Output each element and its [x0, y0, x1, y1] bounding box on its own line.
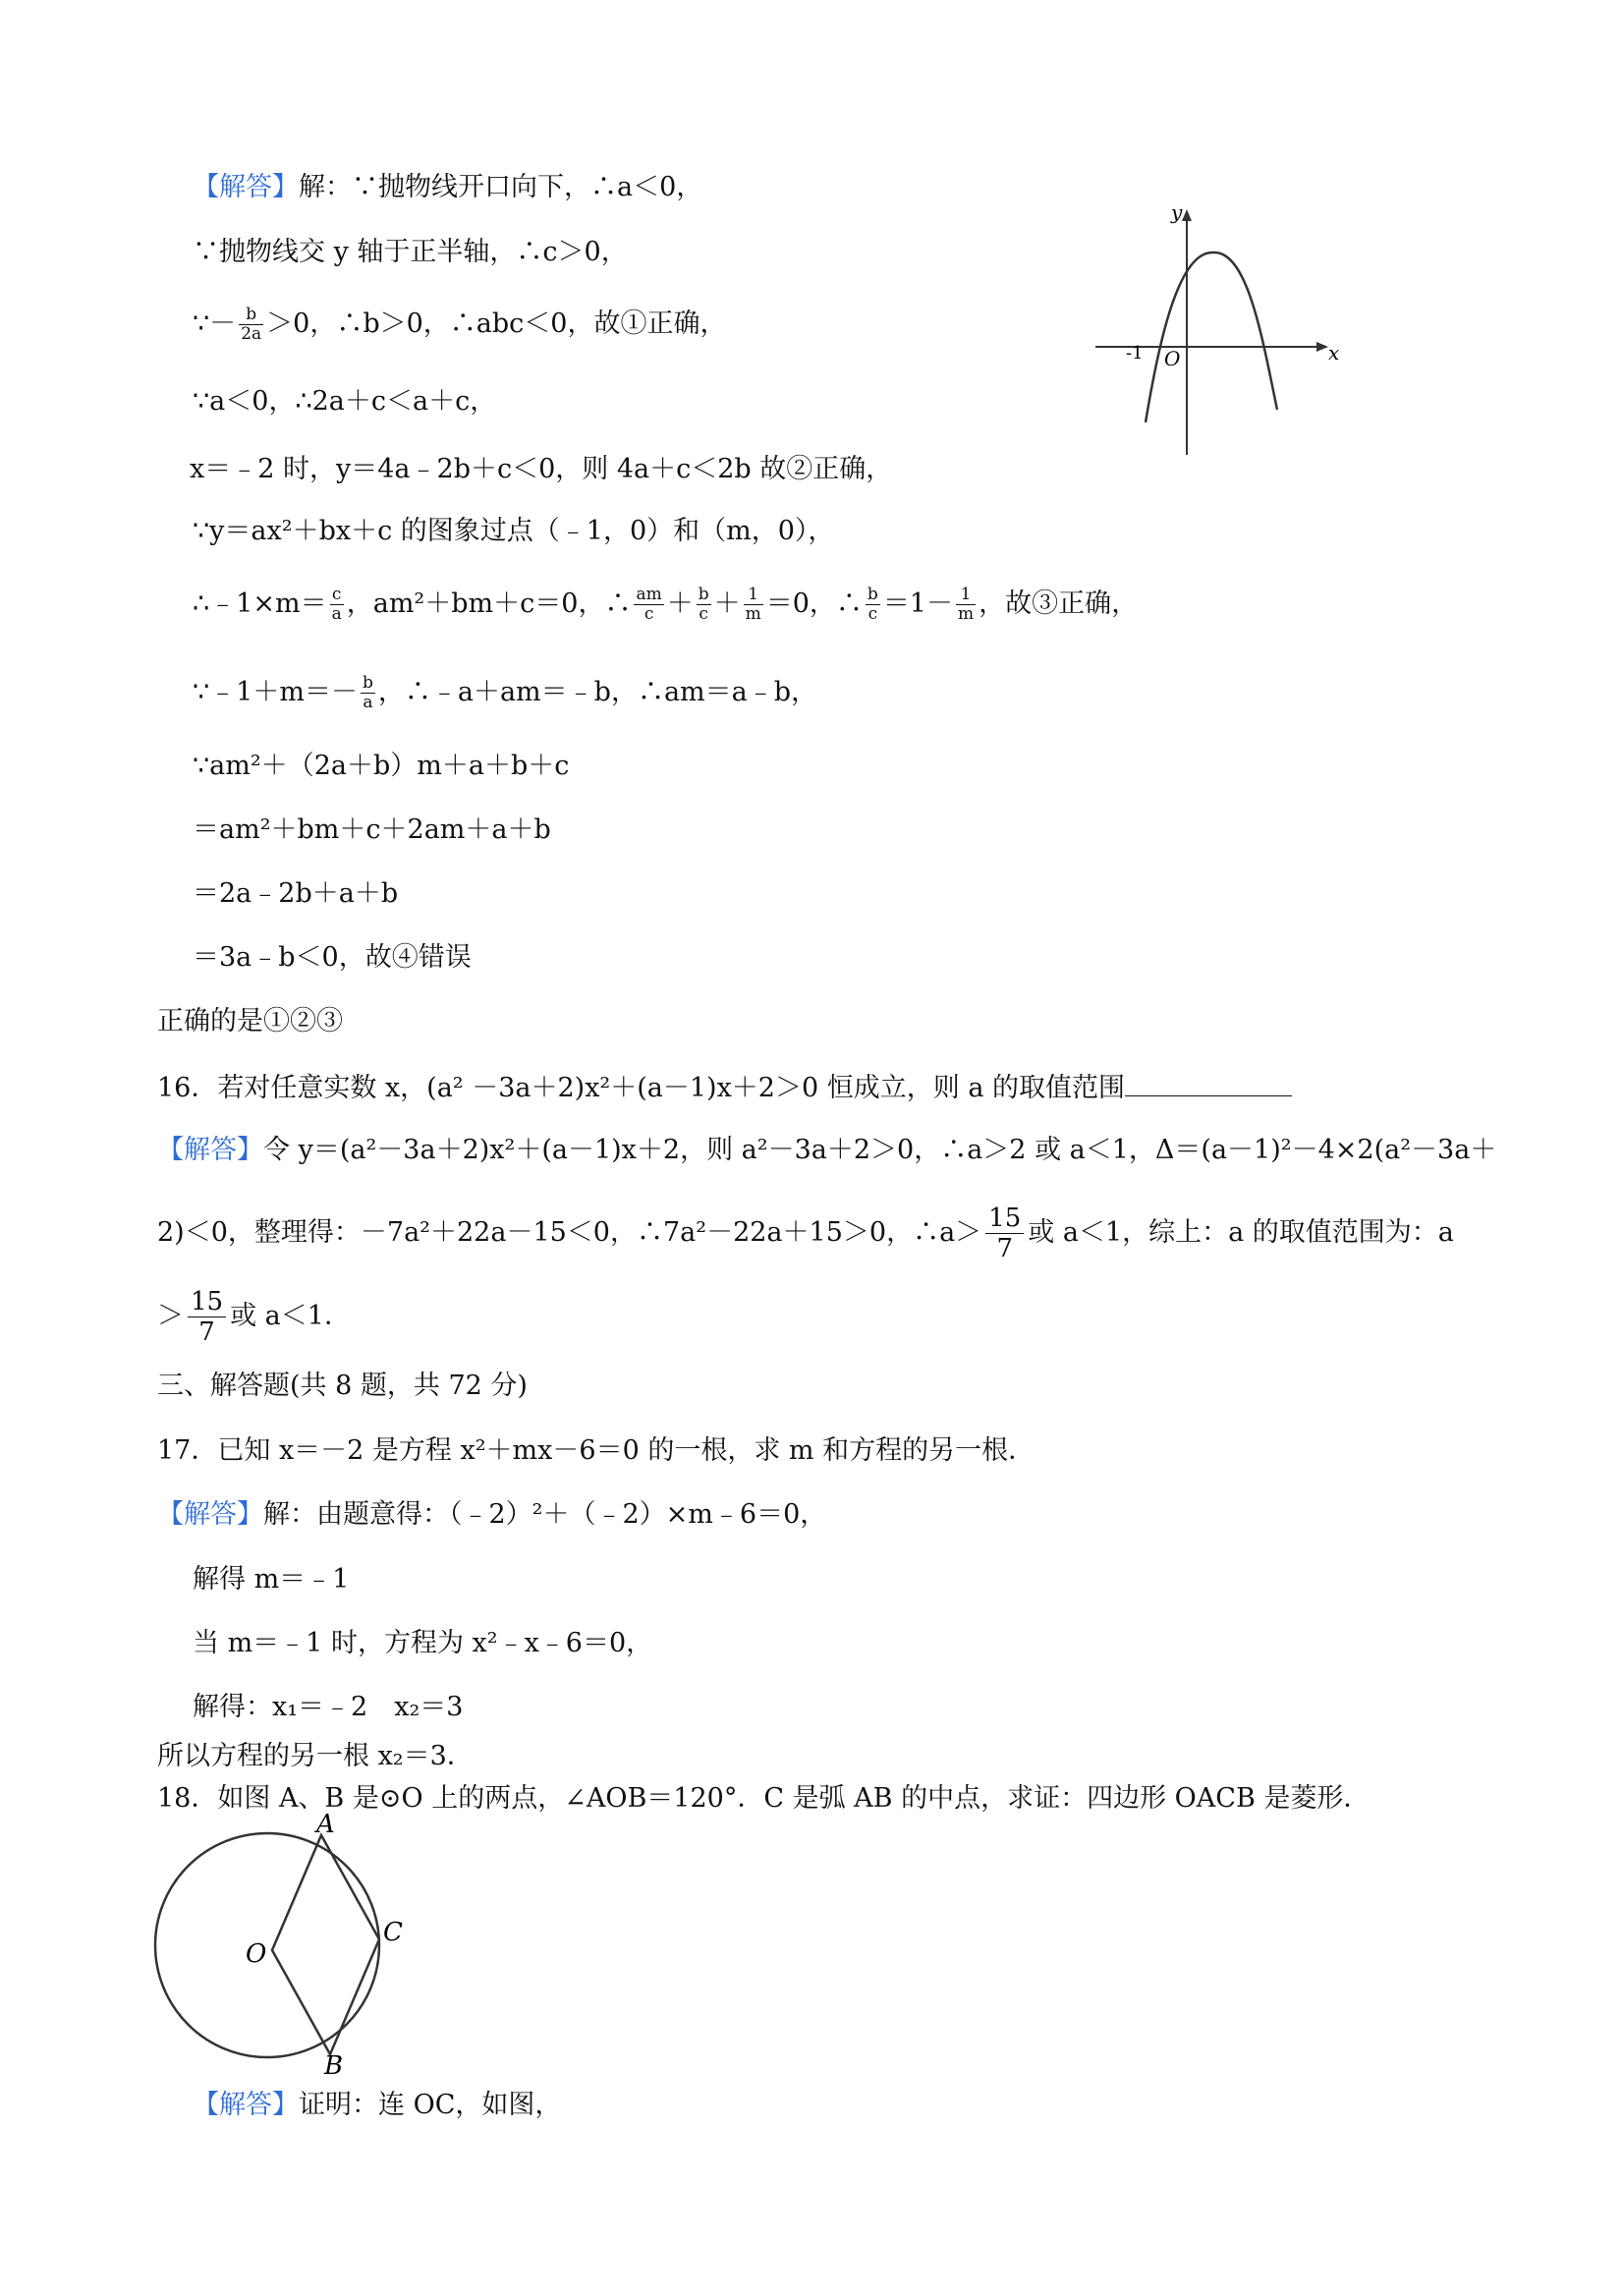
q15-line-6: ∵y＝ax²＋bx＋c 的图象过点（﹣1，0）和（m，0），	[193, 516, 835, 546]
quadrilateral-oacb	[272, 1835, 379, 2054]
label-o: O	[246, 1939, 267, 1969]
fraction-b-over-c-2	[866, 586, 880, 624]
fraction-denominator: a	[331, 604, 342, 624]
fraction-15-over-7	[985, 1204, 1024, 1263]
fraction-b-over-2a	[239, 306, 263, 344]
fraction-numerator: 1	[744, 586, 763, 605]
q15-line-11: ＝2a﹣2b＋a＋b	[193, 878, 399, 909]
label-c: C	[383, 1918, 403, 1947]
fraction-numerator: b	[698, 585, 709, 604]
fraction-1-over-m-2	[956, 586, 976, 624]
q17-answer-line-1-text: 解：由题意得：（﹣2）²＋（﹣2）×m﹣6＝0，	[263, 1499, 827, 1530]
fraction-denominator: m	[958, 604, 975, 624]
q18-answer	[193, 2088, 561, 2123]
q17-question: 17．已知 x＝－2 是方程 x²＋mx－6＝0 的一根，求 m 和方程的另一根．	[157, 1435, 1035, 1466]
y-axis-label: y	[1171, 200, 1183, 224]
q15-line-8-p2: ，∴﹣a＋am＝﹣b，∴am＝a﹣b，	[377, 677, 818, 707]
fraction-numerator: b	[239, 306, 263, 325]
q16-question-text: 16．若对任意实数 x，(a² －3a＋2)x²＋(a－1)x＋2＞0 恒成立，则 a 的取值范围	[157, 1073, 1126, 1103]
fraction-numerator: 15	[188, 1287, 226, 1317]
x-axis-label: x	[1328, 341, 1340, 364]
fraction-numerator: 15	[985, 1204, 1024, 1234]
q17-answer-line-4: 解得：x₁＝﹣2 x₂＝3	[193, 1692, 464, 1722]
q16-question	[157, 1071, 1292, 1106]
q15-line-7-p1: ∴﹣1×m＝	[193, 588, 327, 619]
answer-tag: 【解答】	[157, 1499, 263, 1530]
tick-label-minus-1: -1	[1126, 343, 1144, 364]
q16-answer-line-2-post: 或 a＜1，综上：a 的取值范围为：a	[1028, 1217, 1454, 1248]
q15-line-10: ＝am²＋bm＋c＋2am＋a＋b	[193, 814, 551, 845]
q15-line-9: ∵am²＋（2a＋b）m＋a＋b＋c	[193, 751, 570, 781]
q15-line-8-p1: ∵﹣1＋m＝－	[193, 677, 358, 707]
q15-conclusion: 正确的是①②③	[157, 1006, 343, 1036]
section-3-heading: 三、解答题(共 8 题，共 72 分)	[157, 1371, 528, 1401]
fraction-numerator: am	[636, 585, 662, 604]
fraction-numerator: b	[362, 673, 373, 693]
fraction-am-over-c	[634, 586, 663, 624]
fraction-denominator: c	[699, 604, 708, 624]
q17-answer-line-3: 当 m＝﹣1 时，方程为 x²﹣x﹣6＝0，	[193, 1628, 653, 1658]
q15-line-7	[193, 586, 1138, 624]
q18-answer-text: 证明：连 OC，如图，	[299, 2090, 562, 2120]
fraction-c-over-a	[330, 586, 344, 624]
fraction-denominator: 2a	[241, 324, 262, 344]
q15-line-7-p4: ＋	[713, 588, 741, 619]
fraction-denominator: 7	[198, 1317, 215, 1347]
q18-question: 18．如图 A、B 是⊙O 上的两点，∠AOB＝120°．C 是弧 AB 的中点，求证：四边形 OACB 是菱形．	[157, 1783, 1371, 1814]
q17-answer-line-2: 解得 m＝﹣1	[193, 1564, 350, 1595]
q17-answer-line-5: 所以方程的另一根 x₂＝3．	[157, 1741, 474, 1771]
fraction-numerator: b	[867, 585, 878, 604]
fraction-1-over-m	[744, 586, 763, 624]
fraction-denominator: c	[644, 604, 654, 624]
x-axis-arrow	[1316, 342, 1328, 352]
q15-line-7-p5: ＝0，∴	[765, 588, 863, 619]
fraction-denominator: m	[745, 604, 761, 624]
answer-blank	[1125, 1074, 1292, 1096]
q15-line-8	[193, 674, 817, 712]
fraction-denominator: a	[363, 693, 373, 712]
origin-label: O	[1164, 347, 1181, 370]
q15-line-3	[193, 306, 726, 344]
q15-line-5: x＝﹣2 时，y＝4a﹣2b＋c＜0，则 4a＋c＜2b 故②正确，	[190, 454, 893, 484]
q15-line-3-pre: ∵－	[193, 308, 237, 339]
q15-line-7-p7: ，故③正确，	[979, 588, 1139, 619]
circle-figure	[147, 1813, 422, 2083]
circle-o	[155, 1833, 379, 2057]
label-b: B	[324, 2051, 344, 2081]
q16-answer-line-2	[157, 1204, 1454, 1263]
q15-line-2: ∵抛物线交 y 轴于正半轴，∴c＞0，	[193, 237, 628, 267]
parabola-curve	[1146, 252, 1277, 422]
q15-line-4: ∵a＜0，∴2a＋c＜a＋c，	[193, 386, 497, 417]
parabola-graph	[1081, 192, 1346, 462]
q15-line-7-p6: ＝1－	[882, 588, 953, 619]
answer-tag: 【解答】	[193, 172, 299, 202]
q16-answer-line-3	[157, 1287, 351, 1347]
fraction-15-over-7-b	[188, 1287, 226, 1347]
fraction-b-over-a	[361, 674, 375, 712]
q15-line-1-text: 解：∵抛物线开口向下，∴a＜0，	[299, 172, 703, 202]
q16-answer-line-1	[157, 1133, 1496, 1168]
q15-line-12: ＝3a﹣b＜0，故④错误	[193, 942, 472, 973]
fraction-denominator: 7	[996, 1234, 1013, 1263]
q16-answer-line-3-pre: ＞	[157, 1301, 184, 1331]
fraction-denominator: c	[867, 604, 878, 624]
fraction-numerator: 1	[956, 586, 976, 605]
fraction-b-over-c	[697, 586, 711, 624]
q16-answer-line-1-text: 令 y＝(a²－3a＋2)x²＋(a－1)x＋2，则 a²－3a＋2＞0，∴a＞2 或 a＜1，Δ＝(a－1)²－4×2(a²－3a＋	[263, 1135, 1497, 1165]
q15-line-3-post: ＞0，∴b＞0，∴abc＜0，故①正确，	[266, 308, 727, 339]
label-a: A	[316, 1813, 335, 1839]
q16-answer-line-2-pre: 2)＜0，整理得：－7a²＋22a－15＜0，∴7a²－22a＋15＞0，∴a＞	[157, 1217, 982, 1248]
q15-line-7-p3: ＋	[666, 588, 694, 619]
q16-answer-line-3-post: 或 a＜1．	[230, 1301, 351, 1331]
answer-tag: 【解答】	[193, 2090, 299, 2120]
q17-answer-line-1	[157, 1497, 826, 1533]
q15-line-1	[193, 170, 702, 205]
answer-tag: 【解答】	[157, 1135, 263, 1165]
fraction-numerator: c	[330, 586, 344, 605]
q15-line-7-p2: ，am²＋bm＋c＝0，∴	[346, 588, 632, 619]
y-axis-arrow	[1182, 209, 1192, 221]
